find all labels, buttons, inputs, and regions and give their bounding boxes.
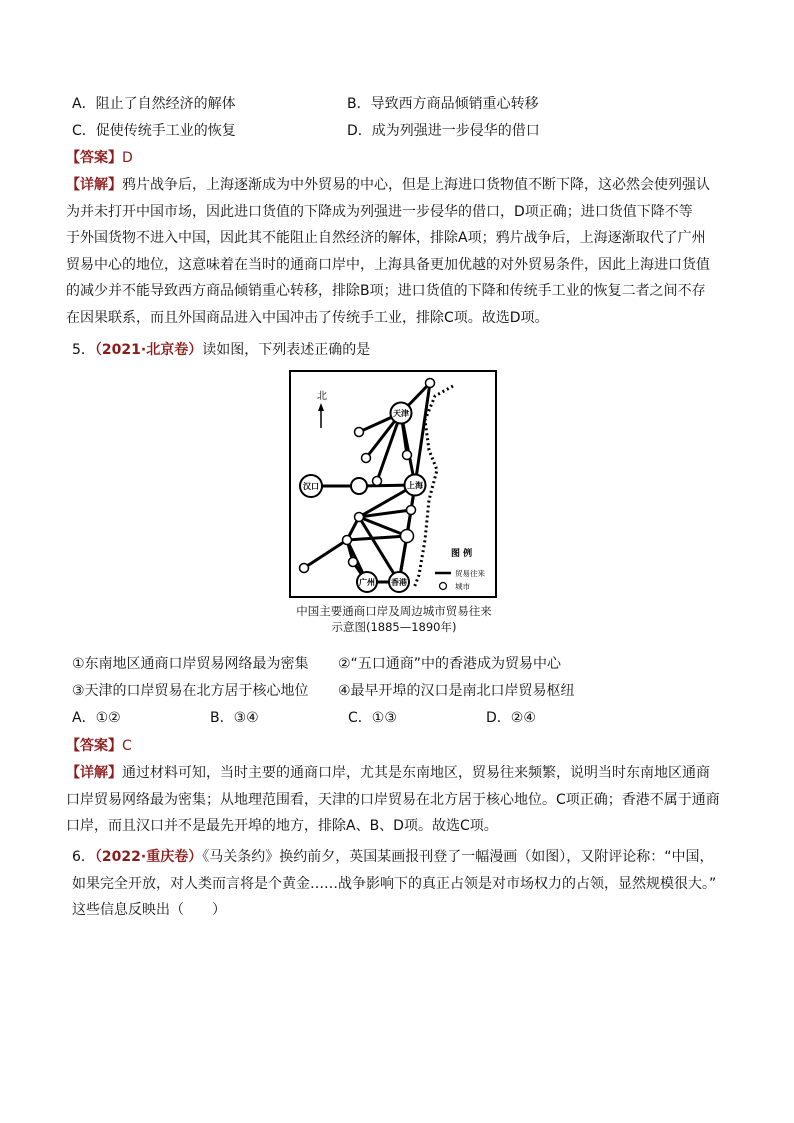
detail-line: 的减少并不能导致西方商品倾销重心转移，排除B项；进口货值的下降和传统手工业的恢复二者之间不存 [66,283,706,300]
q4-option-row-2 [72,121,540,141]
q4-option-d: D．成为列强进一步侵华的借口 [347,123,540,139]
map-caption-line-1: 中国主要通商口岸及周边城市贸易往来 [296,604,492,618]
map-caption [289,603,499,635]
detail-line: 于外国货物不进入中国，因此其不能阻止自然经济的解体，排除A项；鸦片战争后，上海逐渐取代了广州 [66,230,706,247]
q4-answer [66,148,133,168]
trade-map [289,370,497,598]
map-legend [429,542,493,594]
q4-option-a: A．阻止了自然经济的解体 [72,96,236,112]
q5-statement-row-1 [72,654,562,674]
city-label-tianjin: 天津 [393,409,409,418]
city-label-guangzhou: 广州 [359,578,375,587]
detail-line: 口岸，而且汉口并不是最先开埠的地方，排除A、B、D项。故选C项。 [66,818,498,835]
detail-line: 口岸贸易网络最为密集；从地理范围看，天津的口岸贸易在北方居于核心地位。C项正确；香港不属于通商 [66,791,720,808]
q5-answer [66,736,132,756]
legend-city-label: 城市 [455,582,470,591]
map-caption-line-2: 示意图(1885—1890年) [331,620,457,634]
detail-line: 【详解】鸦片战争后，上海逐渐成为中外贸易的中心，但是上海进口货物值不断下降，这必然会使列强认 [66,177,710,193]
detail-tag: 【详解】 [66,765,122,781]
q5-option-c: C．①③ [348,710,397,726]
city-label-hankou: 汉口 [303,482,319,491]
q5-options [72,708,536,728]
q5-stem [72,340,370,360]
legend-city-symbol [440,583,447,590]
answer-tag: 【答案】 [66,738,122,754]
detail-line: 为并未打开中国市场，因此进口货值的下降成为列强进一步侵华的借口，D项正确；进口货值下降不等 [66,203,693,220]
answer-value: C [122,738,132,754]
city-label-shanghai: 上海 [407,481,423,490]
city-label-xianggang: 香港 [391,578,407,587]
q4-detail [66,172,718,332]
detail-tag: 【详解】 [66,177,122,193]
answer-value: D [122,150,133,166]
q5-option-a: A．①② [72,710,121,726]
q4-option-c: C．促使传统手工业的恢复 [72,123,236,139]
q4-option-b: B．导致西方商品倾销重心转移 [347,96,539,112]
q6-line: 如果完全开放，对人类而言将是个黄金……战争影响下的真正占领是对市场权力的占领，显然规模很大。” [72,875,717,892]
q4-option-row-1 [72,94,539,114]
statement-4: ④最早开埠的汉口是南北口岸贸易枢纽 [338,683,575,699]
detail-line: 在因果联系，而且外国商品进入中国冲击了传统手工业，排除C项。故选D项。 [66,309,549,326]
q6-stem [72,844,724,924]
statement-2: ②“五口通商”中的香港成为贸易中心 [338,656,562,672]
legend-trade-label: 贸易往来 [455,569,485,578]
question-source: （2022·重庆卷） [94,849,203,865]
north-label: 北 [317,391,327,402]
city-unlabeled-large [351,478,367,494]
trade-map-figure [289,370,497,598]
statement-1: ①东南地区通商口岸贸易网络最为密集 [72,656,309,672]
statement-3: ③天津的口岸贸易在北方居于核心地位 [72,683,309,699]
question-number: 5． [72,342,95,358]
legend-title: 图 例 [451,549,473,559]
answer-tag: 【答案】 [66,150,122,166]
q6-line: 这些信息反映出（ ） [72,902,226,919]
detail-line: 贸易中心的地位，这意味着在当时的通商口岸中，上海具备更加优越的对外贸易条件，因此上海进口货值 [66,256,710,273]
q5-option-b: B．③④ [210,710,259,726]
question-number: 6． [72,849,95,865]
question-text: 读如图，下列表述正确的是 [202,342,371,358]
detail-line: 【详解】通过材料可知，当时主要的通商口岸，尤其是东南地区，贸易往来频繁，说明当时东南地区通商 [66,765,710,781]
q5-statement-row-2 [72,681,575,701]
q5-option-d: D．②④ [486,710,536,726]
question-source: （2021·北京卷） [94,342,203,358]
q6-line: 6．（2022·重庆卷）《马关条约》换约前夕，英国某画报刊登了一幅漫画（如图），又附评论称：“中国， [72,849,714,865]
q5-detail [66,760,718,840]
